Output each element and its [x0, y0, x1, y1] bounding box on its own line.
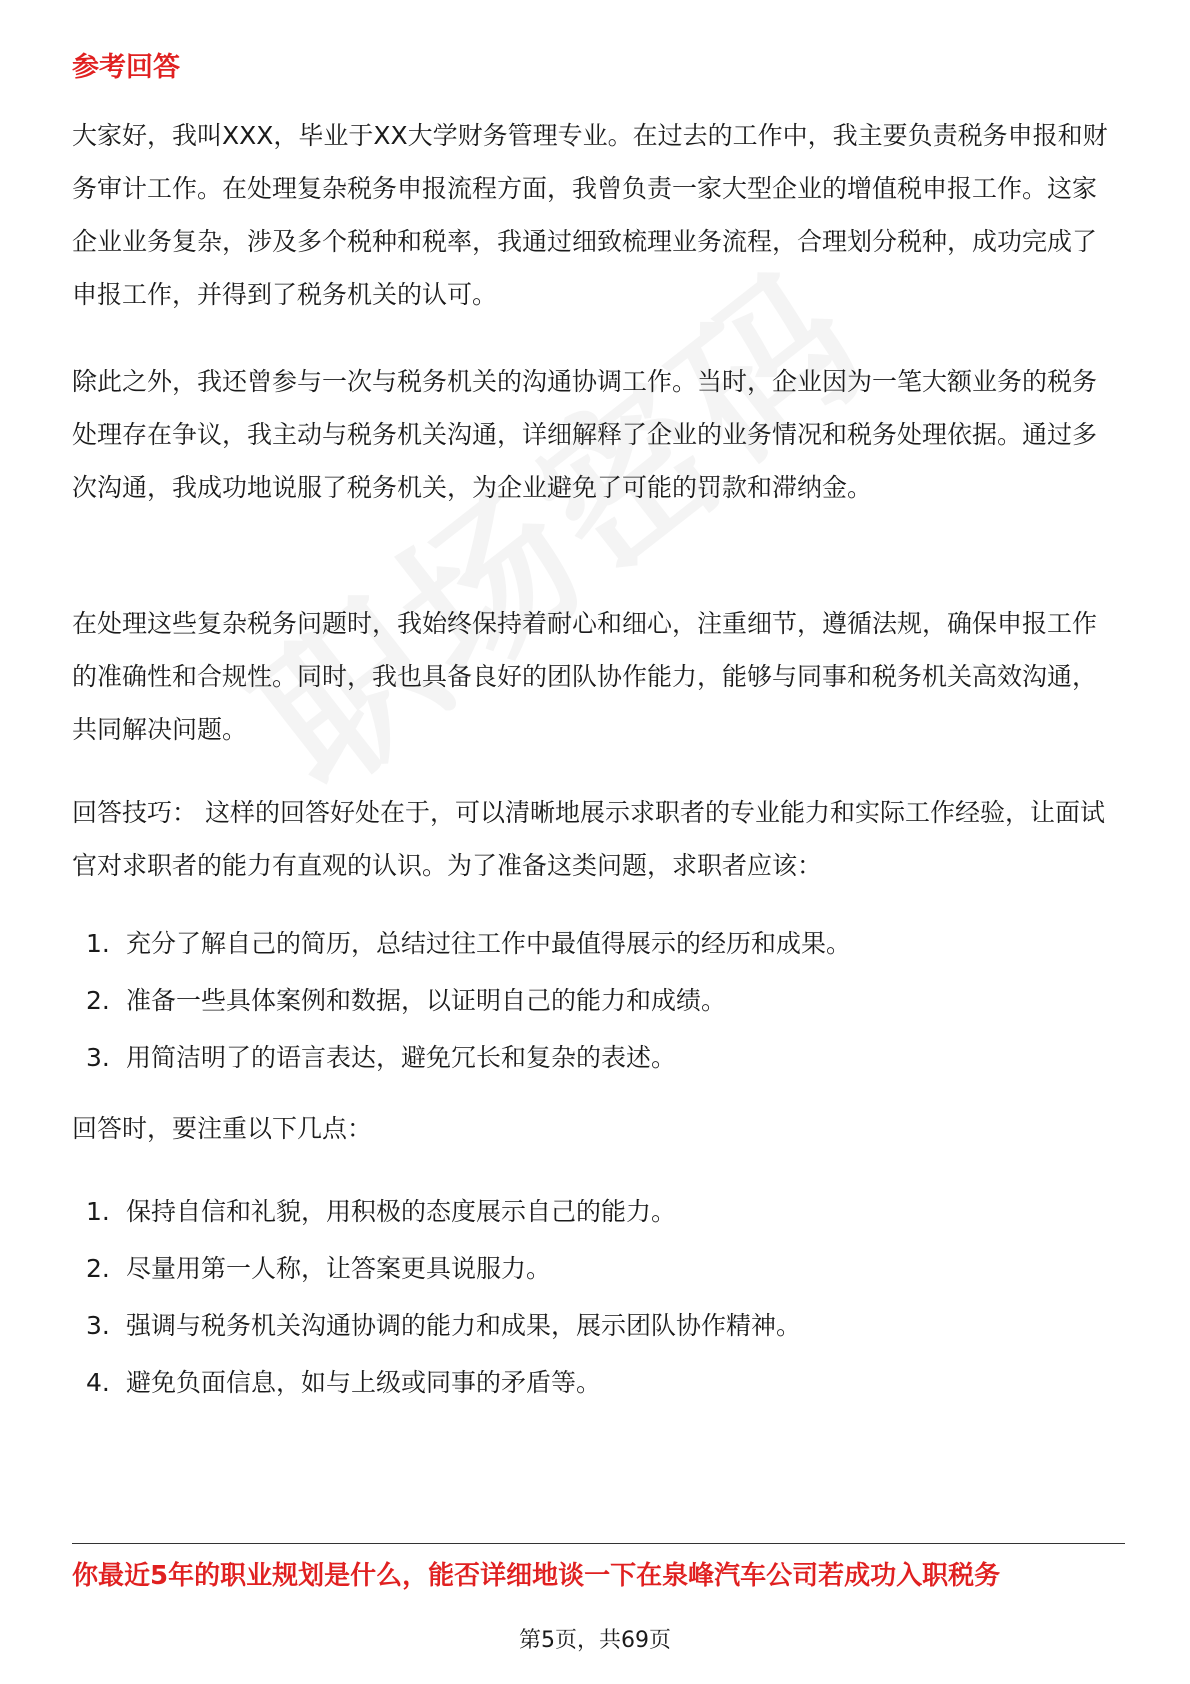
- list-item: 4. 避免负面信息，如与上级或同事的矛盾等。: [86, 1368, 602, 1397]
- list-item: 3. 强调与税务机关沟通协调的能力和成果，展示团队协作精神。: [86, 1311, 802, 1340]
- answer-paragraph-2: 除此之外，我还曾参与一次与税务机关的沟通协调工作。当时，企业因为一笔大额业务的税务处理存在争议，我主动与税务机关沟通，详细解释了企业的业务情况和税务处理依据。通过多次沟通，我成功地说服了税务机关，为企业避免了可能的罚款和滞纳金。: [72, 367, 1098, 502]
- tips-list: [72, 915, 1117, 1086]
- list-item: 3. 用简洁明了的语言表达，避免冗长和复杂的表述。: [86, 1043, 677, 1072]
- points-intro: 回答时，要注重以下几点：: [72, 1114, 373, 1143]
- divider: [72, 1543, 1125, 1544]
- list-item: 2. 准备一些具体案例和数据，以证明自己的能力和成绩。: [86, 986, 727, 1015]
- answer-paragraph-1: 大家好，我叫XXX，毕业于XX大学财务管理专业。在过去的工作中，我主要负责税务申报和财务审计工作。在处理复杂税务申报流程方面，我曾负责一家大型企业的增值税申报工作。这家企业业务复杂，涉及多个税种和税率，我通过细致梳理业务流程，合理划分税种，成功完成了申报工作，并得到了税务机关的认可。: [72, 121, 1108, 309]
- points-list: [72, 1183, 1117, 1411]
- page-number: 第5页，共69页: [519, 1628, 671, 1653]
- list-item: 1. 保持自信和礼貌，用积极的态度展示自己的能力。: [86, 1197, 677, 1226]
- list-item: 2. 尽量用第一人称，让答案更具说服力。: [86, 1254, 552, 1283]
- answer-tips-paragraph: 回答技巧： 这样的回答好处在于，可以清晰地展示求职者的专业能力和实际工作经验，让面试官对求职者的能力有直观的认识。为了准备这类问题，求职者应该：: [72, 798, 1105, 880]
- list-item: 1. 充分了解自己的简历，总结过往工作中最值得展示的经历和成果。: [86, 929, 852, 958]
- section-heading: 参考回答: [72, 52, 180, 83]
- next-question-heading: 你最近5年的职业规划是什么，能否详细地谈一下在泉峰汽车公司若成功入职税务: [72, 1561, 1001, 1591]
- answer-paragraph-3: 在处理这些复杂税务问题时，我始终保持着耐心和细心，注重细节，遵循法规，确保申报工作的准确性和合规性。同时，我也具备良好的团队协作能力，能够与同事和税务机关高效沟通，共同解决问题。: [72, 609, 1098, 744]
